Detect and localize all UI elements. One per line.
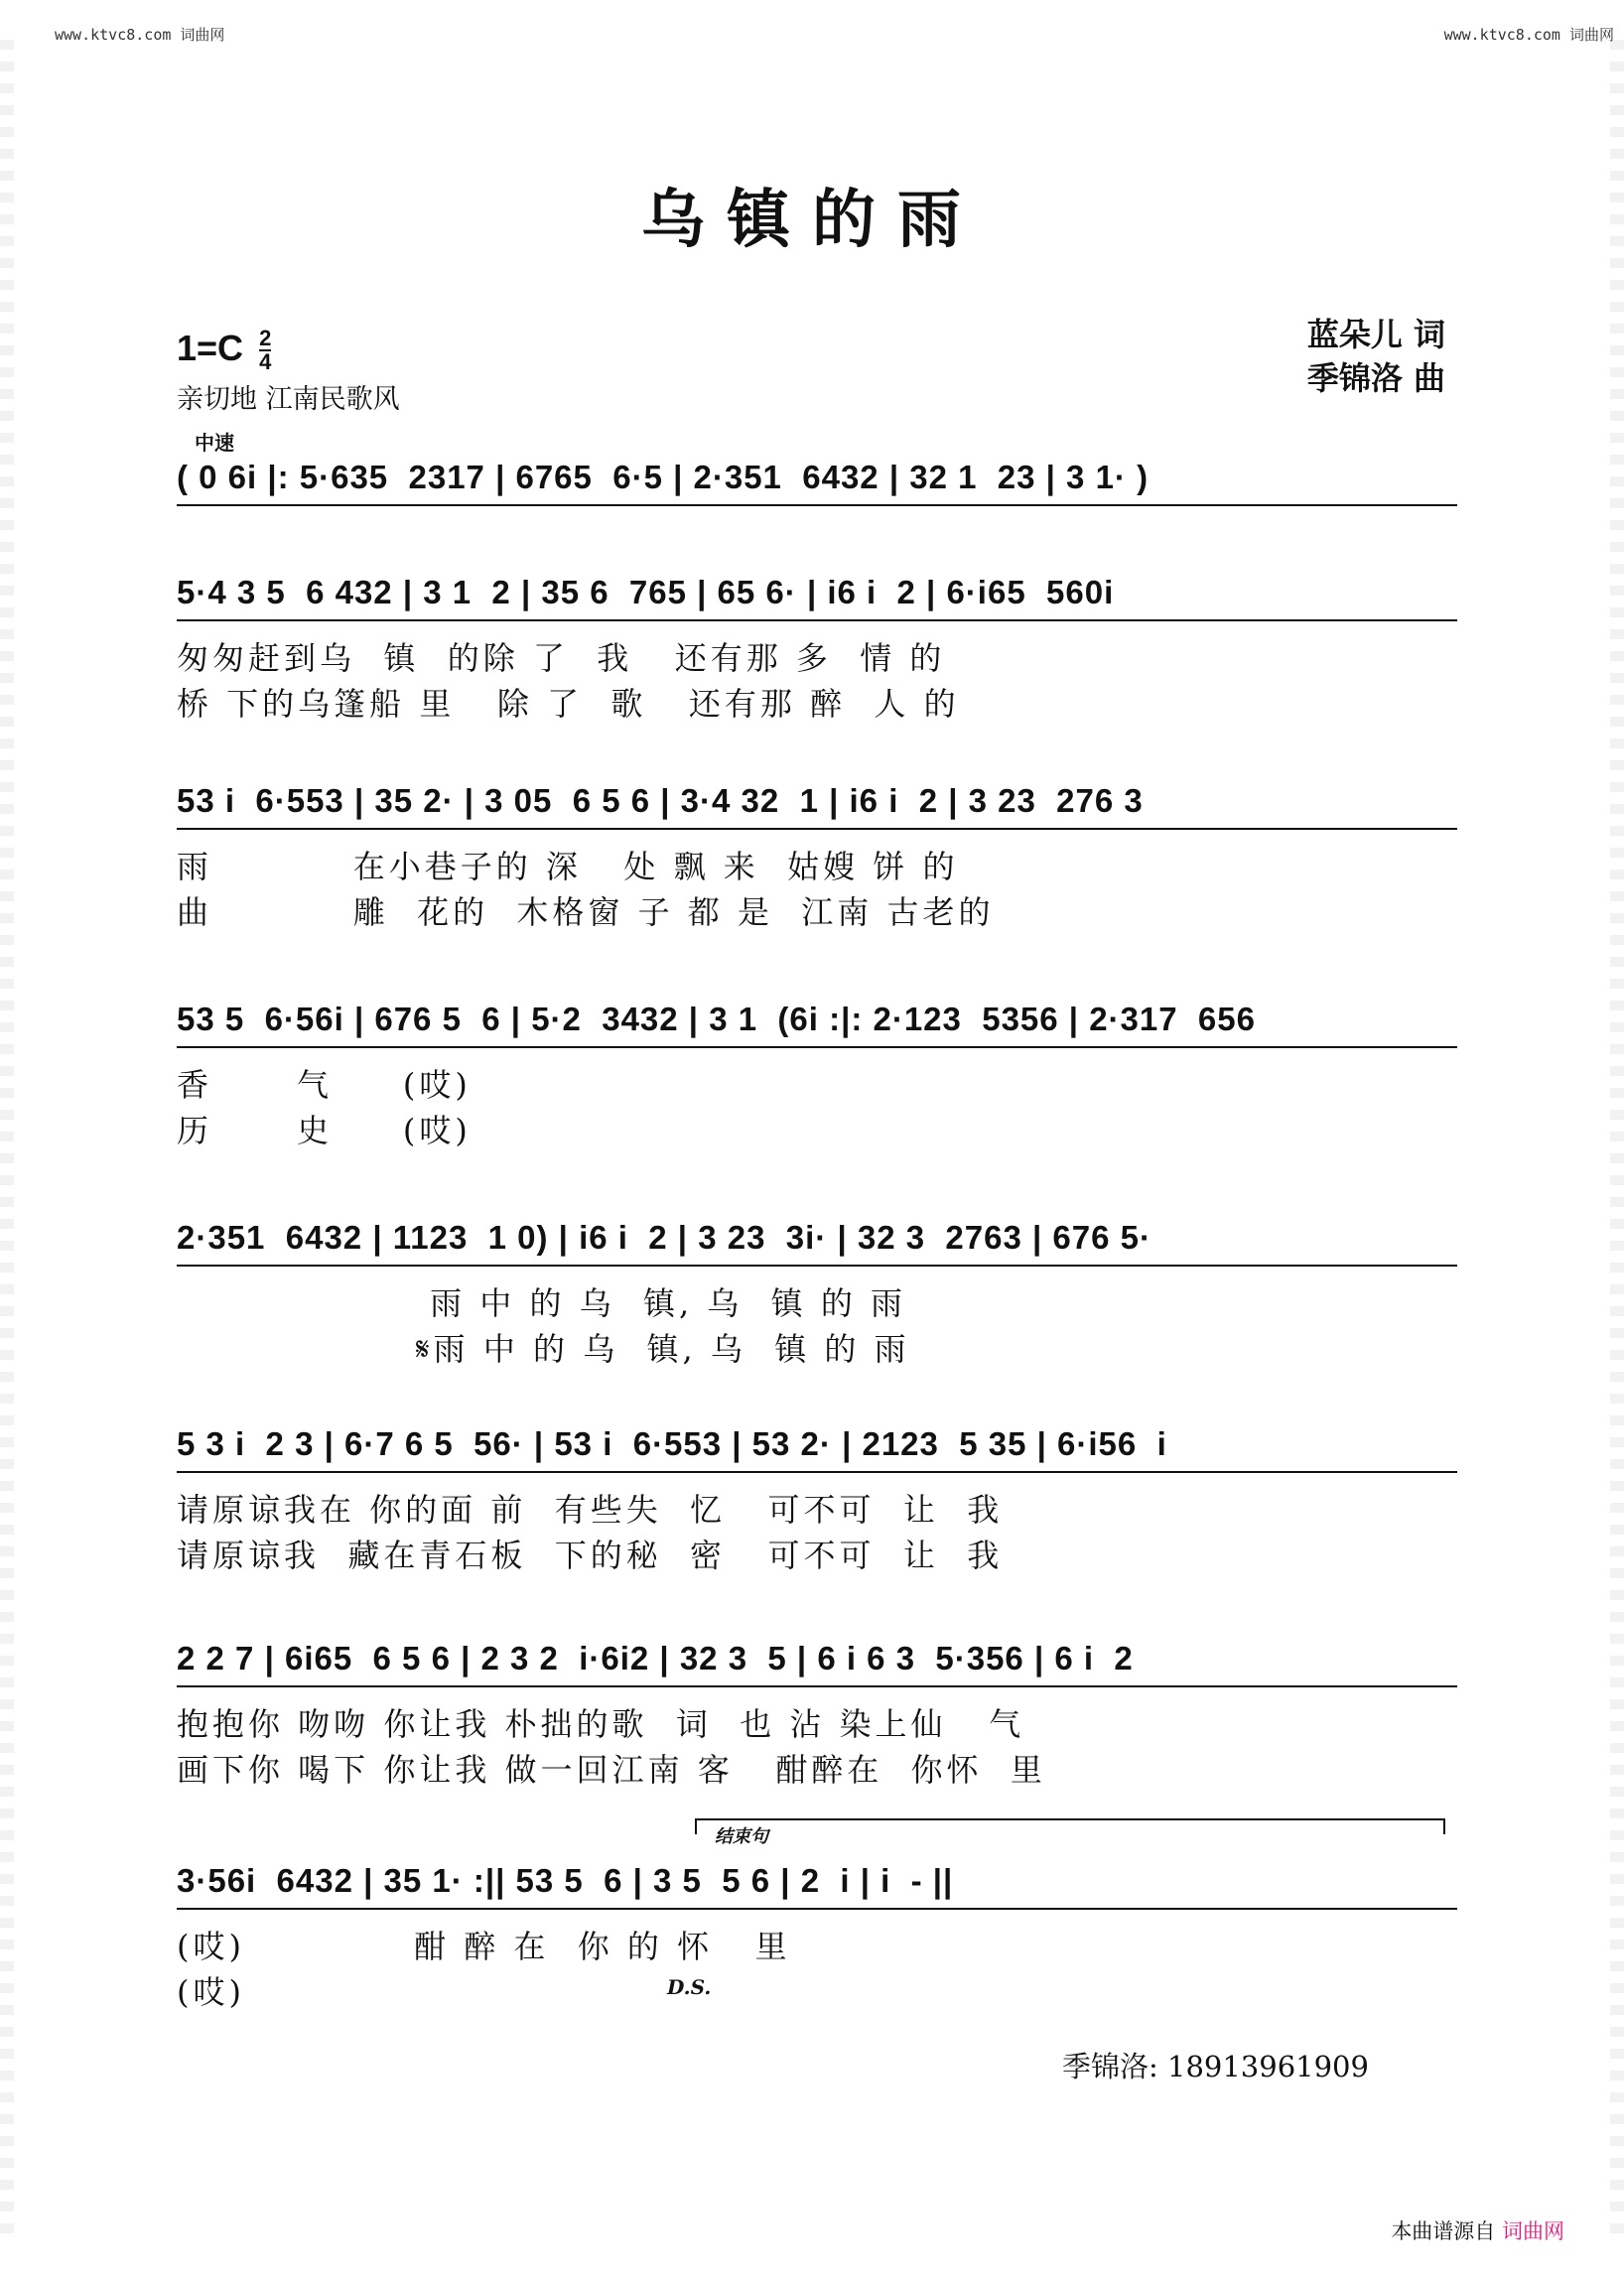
notation-line: ( 0 6i |: 5·635 2317 | 6765 6·5 | 2·351 6432 | 32 1 23 | 3 1· ) (177, 459, 1457, 518)
notation-line: 2 2 7 | 6i65 6 5 6 | 2 3 2 i·6i2 | 32 3 5 | 6 i 6 3 5·356 | 6 i 2 (177, 1640, 1457, 1699)
lyricist-credit: 蓝朵儿 词 (1306, 316, 1445, 353)
ending-bracket (695, 1818, 1445, 1834)
header-left-link[interactable]: www.ktvc8.com 词曲网 (55, 26, 225, 44)
lyric-line-1: 雨 中 的 乌 镇, 乌 镇 的 雨 (177, 1284, 906, 1322)
lyric-line-1: 请原谅我在 你的面 前 有些失 忆 可不可 让 我 (177, 1491, 1004, 1529)
page-title: 乌镇的雨 (641, 183, 983, 257)
key-text: 1=C (177, 328, 244, 368)
lyric-line-1: 雨 在小巷子的 深 处 飘 来 姑嫂 饼 的 (177, 848, 959, 885)
notation-line: 5 3 i 2 3 | 6·7 6 5 56· | 53 i 6·553 | 53 2· | 2123 5 35 | 6·i56 i (177, 1425, 1457, 1485)
lyric-line-1: 匆匆赶到乌 镇 的除 了 我 还有那 多 情 的 (177, 639, 946, 677)
footer-source-text: 本曲谱源自 (1391, 2219, 1496, 2243)
lyric-line-2: 𝄋雨 中 的 乌 镇, 乌 镇 的 雨 (177, 1330, 910, 1368)
time-top: 2 (259, 326, 272, 351)
header-right-link[interactable]: www.ktvc8.com 词曲网 (1443, 26, 1614, 44)
notation-line: 53 i 6·553 | 35 2· | 3 05 6 5 6 | 3·4 32 1 | i6 i 2 | 3 23 276 3 (177, 782, 1457, 842)
lyric-line-2: (哎) (177, 1973, 245, 2011)
footer-source (1391, 2215, 1564, 2245)
time-bottom: 4 (259, 349, 272, 375)
lyric-line-2: 画下你 喝下 你让我 做一回江南 客 酣醉在 你怀 里 (177, 1751, 1046, 1789)
notation-line: 3·56i 6432 | 35 1· :|| 53 5 6 | 3 5 5 6 | 2 i | i - || (177, 1862, 1457, 1922)
contact-info: 季锦洛: 18913961909 (1062, 2050, 1369, 2083)
lyric-line-1: (哎) 酣 醉 在 你 的 怀 里 (177, 1928, 791, 1965)
composer-credit: 季锦洛 曲 (1306, 359, 1445, 397)
dal-segno-marking: D.S. (667, 1975, 712, 1999)
left-watermark-strip (0, 40, 14, 2233)
ending-label: 结束句 (715, 1826, 768, 1847)
style-marking: 亲切地 江南民歌风 (177, 384, 400, 415)
lyric-line-2: 历 史 (哎) (177, 1112, 472, 1149)
lyric-line-1: 抱抱你 吻吻 你让我 朴拙的歌 词 也 沾 染上仙 气 (177, 1705, 1025, 1743)
time-signature (259, 328, 271, 373)
right-watermark-strip (1610, 40, 1624, 2233)
notation-line: 5·4 3 5 6 432 | 3 1 2 | 35 6 765 | 65 6· | i6 i 2 | 6·i65 560i (177, 574, 1457, 633)
lyric-line-2: 请原谅我 藏在青石板 下的秘 密 可不可 让 我 (177, 1537, 1004, 1574)
lyric-line-1: 香 气 (哎) (177, 1066, 472, 1104)
tempo-marking: 中速 (195, 431, 234, 455)
notation-line: 53 5 6·56i | 676 5 6 | 5·2 3432 | 3 1 (6i :|: 2·123 5356 | 2·317 656 (177, 1001, 1457, 1060)
key-signature (177, 328, 271, 373)
lyric-line-2: 桥 下的乌篷船 里 除 了 歌 还有那 醉 人 的 (177, 685, 960, 723)
lyric-line-2: 曲 雕 花的 木格窗 子 都 是 江南 古老的 (177, 893, 995, 931)
footer-brand-link[interactable]: 词曲网 (1502, 2219, 1564, 2243)
notation-line: 2·351 6432 | 1123 1 0) | i6 i 2 | 3 23 3i· | 32 3 2763 | 676 5· (177, 1219, 1457, 1278)
